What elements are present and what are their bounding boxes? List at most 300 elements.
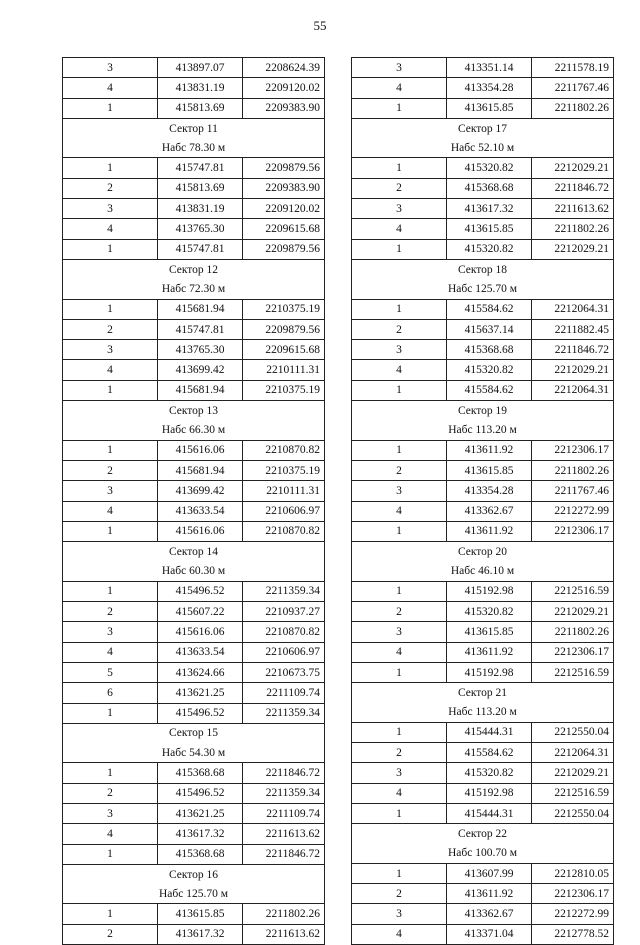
y-coordinate-cell: 2209615.68 bbox=[243, 340, 325, 360]
x-coordinate-cell: 413633.54 bbox=[158, 642, 243, 662]
y-coordinate-cell: 2212064.31 bbox=[532, 743, 614, 763]
table-row bbox=[63, 219, 325, 239]
point-number-cell: 1 bbox=[352, 863, 447, 883]
point-number-cell: 4 bbox=[352, 642, 447, 662]
point-number-cell: 1 bbox=[352, 521, 447, 541]
y-coordinate-cell: 2211359.34 bbox=[243, 581, 325, 601]
y-coordinate-cell: 2210606.97 bbox=[243, 642, 325, 662]
y-coordinate-cell: 2210870.82 bbox=[243, 440, 325, 460]
table-row bbox=[352, 743, 614, 763]
table-row bbox=[352, 299, 614, 319]
sector-height-row bbox=[352, 279, 614, 299]
x-coordinate-cell: 413351.14 bbox=[447, 58, 532, 78]
sector-height-row bbox=[352, 138, 614, 158]
y-coordinate-cell: 2212516.59 bbox=[532, 581, 614, 601]
y-coordinate-cell: 2210111.31 bbox=[243, 481, 325, 501]
y-coordinate-cell: 2209879.56 bbox=[243, 319, 325, 339]
x-coordinate-cell: 413615.85 bbox=[158, 904, 243, 924]
x-coordinate-cell: 413611.92 bbox=[447, 440, 532, 460]
x-coordinate-cell: 413607.99 bbox=[447, 863, 532, 883]
x-coordinate-cell: 415444.31 bbox=[447, 722, 532, 742]
point-number-cell: 3 bbox=[352, 481, 447, 501]
sector-absolute-height: Набс 52.10 м bbox=[352, 138, 614, 158]
sector-absolute-height: Набс 66.30 м bbox=[63, 420, 325, 440]
point-number-cell: 4 bbox=[352, 219, 447, 239]
point-number-cell: 1 bbox=[63, 158, 158, 178]
point-number-cell: 2 bbox=[63, 602, 158, 622]
y-coordinate-cell: 2209383.90 bbox=[243, 178, 325, 198]
point-number-cell: 1 bbox=[63, 703, 158, 723]
point-number-cell: 2 bbox=[63, 460, 158, 480]
y-coordinate-cell: 2210375.19 bbox=[243, 460, 325, 480]
point-number-cell: 4 bbox=[63, 360, 158, 380]
x-coordinate-cell: 413765.30 bbox=[158, 340, 243, 360]
point-number-cell: 6 bbox=[63, 683, 158, 703]
x-coordinate-cell: 415637.14 bbox=[447, 319, 532, 339]
x-coordinate-cell: 415584.62 bbox=[447, 380, 532, 400]
point-number-cell: 1 bbox=[63, 239, 158, 259]
sector-title-row bbox=[352, 683, 614, 703]
sector-absolute-height: Набс 72.30 м bbox=[63, 279, 325, 299]
table-row bbox=[63, 662, 325, 682]
y-coordinate-cell: 2210870.82 bbox=[243, 622, 325, 642]
point-number-cell: 4 bbox=[63, 78, 158, 98]
table-row bbox=[63, 521, 325, 541]
table-row bbox=[63, 98, 325, 118]
y-coordinate-cell: 2212029.21 bbox=[532, 602, 614, 622]
point-number-cell: 3 bbox=[352, 904, 447, 924]
y-coordinate-cell: 2212272.99 bbox=[532, 904, 614, 924]
point-number-cell: 3 bbox=[63, 199, 158, 219]
y-coordinate-cell: 2208624.39 bbox=[243, 58, 325, 78]
table-row bbox=[63, 440, 325, 460]
y-coordinate-cell: 2212516.59 bbox=[532, 662, 614, 682]
x-coordinate-cell: 415616.06 bbox=[158, 622, 243, 642]
sector-title: Сектор 22 bbox=[352, 824, 614, 844]
table-row bbox=[352, 239, 614, 259]
table-row bbox=[352, 783, 614, 803]
point-number-cell: 2 bbox=[352, 743, 447, 763]
y-coordinate-cell: 2211846.72 bbox=[532, 340, 614, 360]
x-coordinate-cell: 413615.85 bbox=[447, 219, 532, 239]
x-coordinate-cell: 413617.32 bbox=[158, 924, 243, 944]
point-number-cell: 4 bbox=[352, 924, 447, 944]
y-coordinate-cell: 2212306.17 bbox=[532, 884, 614, 904]
table-row bbox=[352, 722, 614, 742]
sector-height-row bbox=[63, 279, 325, 299]
x-coordinate-cell: 415320.82 bbox=[447, 239, 532, 259]
y-coordinate-cell: 2212064.31 bbox=[532, 299, 614, 319]
x-coordinate-cell: 413611.92 bbox=[447, 521, 532, 541]
x-coordinate-cell: 415584.62 bbox=[447, 299, 532, 319]
table-row bbox=[63, 178, 325, 198]
y-coordinate-cell: 2212778.52 bbox=[532, 924, 614, 944]
x-coordinate-cell: 415813.69 bbox=[158, 178, 243, 198]
table-row bbox=[352, 178, 614, 198]
point-number-cell: 2 bbox=[63, 783, 158, 803]
table-row bbox=[63, 622, 325, 642]
table-row bbox=[352, 924, 614, 944]
x-coordinate-cell: 413371.04 bbox=[447, 924, 532, 944]
x-coordinate-cell: 415368.68 bbox=[447, 178, 532, 198]
point-number-cell: 4 bbox=[63, 642, 158, 662]
point-number-cell: 1 bbox=[352, 581, 447, 601]
sector-title: Сектор 18 bbox=[352, 259, 614, 279]
table-row bbox=[63, 481, 325, 501]
y-coordinate-cell: 2210937.27 bbox=[243, 602, 325, 622]
y-coordinate-cell: 2209879.56 bbox=[243, 158, 325, 178]
table-row bbox=[63, 763, 325, 783]
x-coordinate-cell: 415616.06 bbox=[158, 521, 243, 541]
y-coordinate-cell: 2211802.26 bbox=[532, 622, 614, 642]
x-coordinate-cell: 415320.82 bbox=[447, 158, 532, 178]
x-coordinate-cell: 415681.94 bbox=[158, 299, 243, 319]
sector-absolute-height: Набс 46.10 м bbox=[352, 561, 614, 581]
left-coordinates-table bbox=[62, 57, 325, 945]
point-number-cell: 1 bbox=[63, 581, 158, 601]
sector-absolute-height: Набс 125.70 м bbox=[63, 884, 325, 904]
point-number-cell: 4 bbox=[63, 501, 158, 521]
y-coordinate-cell: 2210870.82 bbox=[243, 521, 325, 541]
x-coordinate-cell: 413831.19 bbox=[158, 199, 243, 219]
y-coordinate-cell: 2210111.31 bbox=[243, 360, 325, 380]
y-coordinate-cell: 2212029.21 bbox=[532, 763, 614, 783]
x-coordinate-cell: 415320.82 bbox=[447, 763, 532, 783]
right-coordinates-table bbox=[351, 57, 614, 945]
y-coordinate-cell: 2211802.26 bbox=[532, 219, 614, 239]
sector-height-row bbox=[63, 420, 325, 440]
x-coordinate-cell: 413611.92 bbox=[447, 642, 532, 662]
x-coordinate-cell: 415584.62 bbox=[447, 743, 532, 763]
y-coordinate-cell: 2210375.19 bbox=[243, 380, 325, 400]
x-coordinate-cell: 413354.28 bbox=[447, 481, 532, 501]
point-number-cell: 2 bbox=[352, 884, 447, 904]
point-number-cell: 3 bbox=[63, 622, 158, 642]
table-row bbox=[352, 98, 614, 118]
point-number-cell: 2 bbox=[352, 602, 447, 622]
y-coordinate-cell: 2211359.34 bbox=[243, 783, 325, 803]
table-row bbox=[63, 78, 325, 98]
x-coordinate-cell: 413624.66 bbox=[158, 662, 243, 682]
point-number-cell: 1 bbox=[63, 521, 158, 541]
y-coordinate-cell: 2211578.19 bbox=[532, 58, 614, 78]
sector-title: Сектор 15 bbox=[63, 723, 325, 743]
table-row bbox=[352, 501, 614, 521]
y-coordinate-cell: 2209615.68 bbox=[243, 219, 325, 239]
table-row bbox=[63, 319, 325, 339]
table-row bbox=[63, 844, 325, 864]
sector-absolute-height: Набс 78.30 м bbox=[63, 138, 325, 158]
table-row bbox=[352, 158, 614, 178]
sector-absolute-height: Набс 113.20 м bbox=[352, 703, 614, 723]
point-number-cell: 1 bbox=[352, 440, 447, 460]
table-row bbox=[352, 803, 614, 823]
sector-title: Сектор 16 bbox=[63, 864, 325, 884]
y-coordinate-cell: 2211802.26 bbox=[243, 904, 325, 924]
x-coordinate-cell: 415681.94 bbox=[158, 380, 243, 400]
x-coordinate-cell: 415368.68 bbox=[158, 763, 243, 783]
table-row bbox=[63, 683, 325, 703]
table-row bbox=[352, 440, 614, 460]
sector-title-row bbox=[63, 864, 325, 884]
y-coordinate-cell: 2212306.17 bbox=[532, 440, 614, 460]
table-row bbox=[352, 58, 614, 78]
x-coordinate-cell: 413699.42 bbox=[158, 360, 243, 380]
x-coordinate-cell: 413765.30 bbox=[158, 219, 243, 239]
point-number-cell: 4 bbox=[63, 219, 158, 239]
table-row bbox=[63, 199, 325, 219]
table-row bbox=[352, 199, 614, 219]
y-coordinate-cell: 2211846.72 bbox=[243, 844, 325, 864]
y-coordinate-cell: 2209120.02 bbox=[243, 78, 325, 98]
x-coordinate-cell: 415747.81 bbox=[158, 158, 243, 178]
y-coordinate-cell: 2212550.04 bbox=[532, 803, 614, 823]
sector-title-row bbox=[63, 118, 325, 138]
y-coordinate-cell: 2211802.26 bbox=[532, 460, 614, 480]
sector-height-row bbox=[352, 844, 614, 864]
x-coordinate-cell: 415192.98 bbox=[447, 783, 532, 803]
sector-title-row bbox=[352, 542, 614, 562]
table-row bbox=[352, 380, 614, 400]
y-coordinate-cell: 2212516.59 bbox=[532, 783, 614, 803]
sector-height-row bbox=[352, 420, 614, 440]
point-number-cell: 1 bbox=[63, 763, 158, 783]
x-coordinate-cell: 413633.54 bbox=[158, 501, 243, 521]
table-row bbox=[63, 380, 325, 400]
table-row bbox=[63, 904, 325, 924]
point-number-cell: 1 bbox=[352, 803, 447, 823]
table-row bbox=[63, 783, 325, 803]
table-row bbox=[352, 904, 614, 924]
y-coordinate-cell: 2211613.62 bbox=[532, 199, 614, 219]
y-coordinate-cell: 2212306.17 bbox=[532, 521, 614, 541]
table-row bbox=[63, 824, 325, 844]
table-row bbox=[352, 481, 614, 501]
y-coordinate-cell: 2209383.90 bbox=[243, 98, 325, 118]
x-coordinate-cell: 415368.68 bbox=[447, 340, 532, 360]
table-row bbox=[352, 360, 614, 380]
point-number-cell: 3 bbox=[63, 58, 158, 78]
table-row bbox=[352, 340, 614, 360]
sector-absolute-height: Набс 125.70 м bbox=[352, 279, 614, 299]
table-row bbox=[352, 602, 614, 622]
point-number-cell: 1 bbox=[352, 662, 447, 682]
table-row bbox=[63, 501, 325, 521]
table-row bbox=[63, 239, 325, 259]
table-row bbox=[352, 460, 614, 480]
sector-absolute-height: Набс 54.30 м bbox=[63, 743, 325, 763]
x-coordinate-cell: 415192.98 bbox=[447, 581, 532, 601]
table-row bbox=[352, 622, 614, 642]
table-row bbox=[63, 460, 325, 480]
left-coordinates-column bbox=[62, 57, 320, 945]
x-coordinate-cell: 413615.85 bbox=[447, 460, 532, 480]
x-coordinate-cell: 413611.92 bbox=[447, 884, 532, 904]
sector-title-row bbox=[63, 401, 325, 421]
sector-title: Сектор 14 bbox=[63, 542, 325, 562]
point-number-cell: 4 bbox=[63, 824, 158, 844]
x-coordinate-cell: 415813.69 bbox=[158, 98, 243, 118]
sector-title: Сектор 21 bbox=[352, 683, 614, 703]
x-coordinate-cell: 415368.68 bbox=[158, 844, 243, 864]
sector-title-row bbox=[352, 259, 614, 279]
y-coordinate-cell: 2211882.45 bbox=[532, 319, 614, 339]
point-number-cell: 2 bbox=[63, 924, 158, 944]
y-coordinate-cell: 2211613.62 bbox=[243, 924, 325, 944]
point-number-cell: 1 bbox=[352, 299, 447, 319]
x-coordinate-cell: 413617.32 bbox=[158, 824, 243, 844]
table-row bbox=[352, 642, 614, 662]
sector-title: Сектор 19 bbox=[352, 401, 614, 421]
sector-height-row bbox=[352, 703, 614, 723]
point-number-cell: 1 bbox=[63, 380, 158, 400]
point-number-cell: 3 bbox=[63, 340, 158, 360]
sector-title: Сектор 13 bbox=[63, 401, 325, 421]
point-number-cell: 4 bbox=[352, 360, 447, 380]
y-coordinate-cell: 2212810.05 bbox=[532, 863, 614, 883]
x-coordinate-cell: 413617.32 bbox=[447, 199, 532, 219]
x-coordinate-cell: 415320.82 bbox=[447, 360, 532, 380]
sector-absolute-height: Набс 113.20 м bbox=[352, 420, 614, 440]
x-coordinate-cell: 413831.19 bbox=[158, 78, 243, 98]
point-number-cell: 4 bbox=[352, 783, 447, 803]
table-row bbox=[63, 803, 325, 823]
y-coordinate-cell: 2211359.34 bbox=[243, 703, 325, 723]
table-row bbox=[352, 581, 614, 601]
table-row bbox=[63, 581, 325, 601]
point-number-cell: 1 bbox=[63, 440, 158, 460]
table-row bbox=[352, 319, 614, 339]
y-coordinate-cell: 2209120.02 bbox=[243, 199, 325, 219]
sector-title-row bbox=[352, 118, 614, 138]
x-coordinate-cell: 413615.85 bbox=[447, 622, 532, 642]
sector-title-row bbox=[352, 824, 614, 844]
table-row bbox=[63, 642, 325, 662]
y-coordinate-cell: 2210606.97 bbox=[243, 501, 325, 521]
point-number-cell: 1 bbox=[63, 98, 158, 118]
point-number-cell: 3 bbox=[352, 199, 447, 219]
sector-height-row bbox=[63, 561, 325, 581]
y-coordinate-cell: 2211109.74 bbox=[243, 803, 325, 823]
x-coordinate-cell: 413621.25 bbox=[158, 683, 243, 703]
sector-absolute-height: Набс 100.70 м bbox=[352, 844, 614, 864]
table-row bbox=[352, 219, 614, 239]
y-coordinate-cell: 2210375.19 bbox=[243, 299, 325, 319]
y-coordinate-cell: 2212306.17 bbox=[532, 642, 614, 662]
x-coordinate-cell: 413621.25 bbox=[158, 803, 243, 823]
sector-title: Сектор 12 bbox=[63, 259, 325, 279]
table-row bbox=[352, 662, 614, 682]
y-coordinate-cell: 2211767.46 bbox=[532, 481, 614, 501]
y-coordinate-cell: 2211846.72 bbox=[243, 763, 325, 783]
table-row bbox=[352, 884, 614, 904]
point-number-cell: 3 bbox=[63, 803, 158, 823]
point-number-cell: 2 bbox=[352, 460, 447, 480]
point-number-cell: 1 bbox=[63, 299, 158, 319]
point-number-cell: 1 bbox=[352, 380, 447, 400]
x-coordinate-cell: 413362.67 bbox=[447, 501, 532, 521]
table-row bbox=[352, 763, 614, 783]
y-coordinate-cell: 2212029.21 bbox=[532, 360, 614, 380]
point-number-cell: 2 bbox=[352, 178, 447, 198]
sector-height-row bbox=[63, 743, 325, 763]
y-coordinate-cell: 2212550.04 bbox=[532, 722, 614, 742]
point-number-cell: 1 bbox=[352, 722, 447, 742]
table-row bbox=[63, 299, 325, 319]
sector-title: Сектор 20 bbox=[352, 542, 614, 562]
table-row bbox=[352, 78, 614, 98]
point-number-cell: 1 bbox=[63, 844, 158, 864]
y-coordinate-cell: 2211846.72 bbox=[532, 178, 614, 198]
x-coordinate-cell: 415320.82 bbox=[447, 602, 532, 622]
sector-title: Сектор 11 bbox=[63, 118, 325, 138]
y-coordinate-cell: 2211109.74 bbox=[243, 683, 325, 703]
sector-title-row bbox=[63, 723, 325, 743]
y-coordinate-cell: 2211767.46 bbox=[532, 78, 614, 98]
point-number-cell: 1 bbox=[352, 98, 447, 118]
y-coordinate-cell: 2211613.62 bbox=[243, 824, 325, 844]
table-row bbox=[63, 340, 325, 360]
x-coordinate-cell: 415496.52 bbox=[158, 783, 243, 803]
point-number-cell: 2 bbox=[63, 178, 158, 198]
x-coordinate-cell: 415444.31 bbox=[447, 803, 532, 823]
table-row bbox=[63, 58, 325, 78]
point-number-cell: 1 bbox=[63, 904, 158, 924]
y-coordinate-cell: 2212272.99 bbox=[532, 501, 614, 521]
sector-absolute-height: Набс 60.30 м bbox=[63, 561, 325, 581]
table-row bbox=[63, 158, 325, 178]
y-coordinate-cell: 2209879.56 bbox=[243, 239, 325, 259]
right-coordinates-column bbox=[351, 57, 609, 945]
point-number-cell: 3 bbox=[352, 58, 447, 78]
point-number-cell: 3 bbox=[352, 340, 447, 360]
y-coordinate-cell: 2212029.21 bbox=[532, 158, 614, 178]
sector-title-row bbox=[63, 259, 325, 279]
point-number-cell: 5 bbox=[63, 662, 158, 682]
table-row bbox=[63, 360, 325, 380]
point-number-cell: 3 bbox=[63, 481, 158, 501]
point-number-cell: 2 bbox=[352, 319, 447, 339]
x-coordinate-cell: 413699.42 bbox=[158, 481, 243, 501]
point-number-cell: 3 bbox=[352, 622, 447, 642]
table-row bbox=[63, 924, 325, 944]
point-number-cell: 4 bbox=[352, 78, 447, 98]
y-coordinate-cell: 2211802.26 bbox=[532, 98, 614, 118]
x-coordinate-cell: 415496.52 bbox=[158, 703, 243, 723]
y-coordinate-cell: 2212064.31 bbox=[532, 380, 614, 400]
point-number-cell: 1 bbox=[352, 158, 447, 178]
table-row bbox=[63, 703, 325, 723]
page-number: 55 bbox=[313, 18, 327, 33]
sector-title: Сектор 17 bbox=[352, 118, 614, 138]
point-number-cell: 3 bbox=[352, 763, 447, 783]
x-coordinate-cell: 415192.98 bbox=[447, 662, 532, 682]
table-row bbox=[63, 602, 325, 622]
x-coordinate-cell: 415616.06 bbox=[158, 440, 243, 460]
point-number-cell: 1 bbox=[352, 239, 447, 259]
x-coordinate-cell: 415681.94 bbox=[158, 460, 243, 480]
y-coordinate-cell: 2212029.21 bbox=[532, 239, 614, 259]
x-coordinate-cell: 413362.67 bbox=[447, 904, 532, 924]
x-coordinate-cell: 413897.07 bbox=[158, 58, 243, 78]
table-row bbox=[352, 521, 614, 541]
sector-height-row bbox=[63, 884, 325, 904]
x-coordinate-cell: 415496.52 bbox=[158, 581, 243, 601]
x-coordinate-cell: 413615.85 bbox=[447, 98, 532, 118]
y-coordinate-cell: 2210673.75 bbox=[243, 662, 325, 682]
sector-height-row bbox=[63, 138, 325, 158]
x-coordinate-cell: 415747.81 bbox=[158, 319, 243, 339]
